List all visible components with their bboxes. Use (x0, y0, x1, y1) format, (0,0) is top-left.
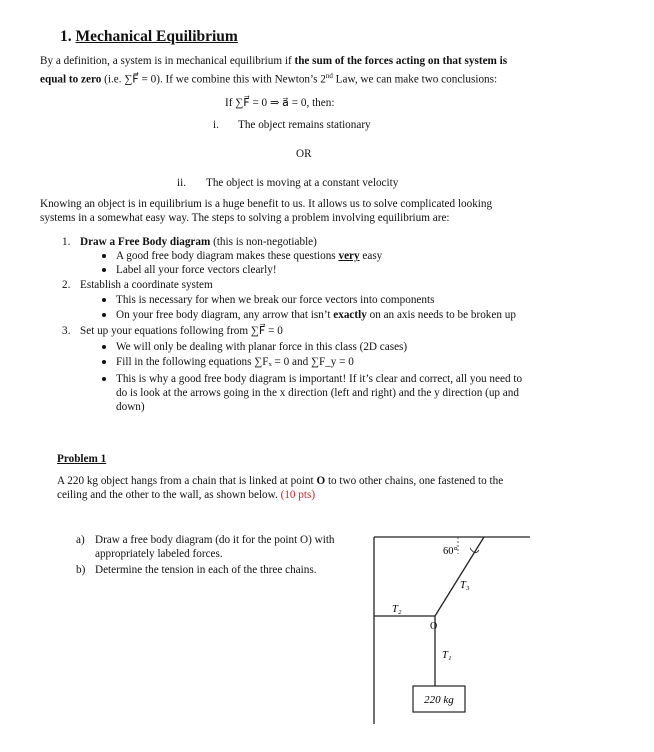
knowing-line-2: systems in a somewhat easy way. The steps to solving a problem involving equilibrium are: (40, 212, 450, 224)
problem-text-2: to two other chains, one fastened to the (325, 475, 504, 487)
angle-label: 60° (443, 546, 458, 557)
chain-diagram (360, 528, 630, 730)
conclusion-ii-number: ii. (177, 177, 187, 189)
part-b-text: Determine the tension in each of the three chains. (95, 564, 317, 576)
intro-line-1 (40, 54, 507, 68)
conclusion-i-number: i. (213, 119, 219, 131)
intro-sup: nd (325, 72, 333, 80)
step-3-bullet-1: We will only be dealing with planar force in this class (2D cases) (116, 341, 408, 353)
point-o-label: O (430, 621, 438, 632)
problem-line-2 (57, 488, 315, 502)
intro-text-3: Law, we can make two conclusions: (332, 73, 498, 86)
step-2-bullet-1: This is necessary for when we break our force vectors into components (116, 294, 435, 306)
step-3-number: 3. (62, 325, 71, 337)
step-2-title: Establish a coordinate system (80, 279, 213, 291)
step-3-bullet-3: This is why a good free body diagram is important! If it’s clear and correct, all you need to do is look at the arrows going in the x direction (left and right) and the y direction (up and down) (116, 373, 523, 413)
bullet-dot (102, 298, 106, 302)
section-number: 1. (60, 28, 72, 45)
mass-label: 220 kg (424, 694, 454, 706)
bullet-dot (102, 360, 106, 364)
step-2-bullet-2 (116, 308, 516, 322)
intro-text: By a definition, a system is in mechanical equilibrium if (40, 55, 295, 67)
problem-text-3: ceiling and the other to the wall, as shown below. (57, 489, 281, 501)
bullet-dot (102, 377, 106, 381)
t2-label: T₂ (392, 604, 402, 615)
bullet-dot (102, 313, 106, 317)
problem-text: A 220 kg object hangs from a chain that is linked at point (57, 475, 317, 487)
equilibrium-condition: If ∑F⃗ = 0 ⇒ a⃗ = 0, then: (225, 97, 335, 109)
bullet-dot (102, 268, 106, 272)
step-2-number: 2. (62, 279, 71, 291)
part-a-text: Draw a free body diagram (do it for the point O) with appropriately labeled forces. (95, 534, 335, 560)
intro-text-2: (i.e. ∑F⃗ = 0). If we combine this with Newton’s 2 (101, 73, 326, 86)
intro-line-2 (40, 69, 497, 87)
bullet-dot (102, 345, 106, 349)
step-1-number: 1. (62, 236, 71, 248)
step-1-title-bold: Draw a Free Body diagram (80, 236, 211, 248)
step-1-title (80, 235, 317, 249)
problem-line-1 (57, 474, 503, 488)
t3-label: T₃ (460, 580, 470, 591)
bullet-emphasis: very (338, 250, 360, 262)
knowing-line-1: Knowing an object is in equilibrium is a huge benefit to us. It allows us to solve complicated looking (40, 198, 493, 210)
step-3-title: Set up your equations following from ∑F⃗ = 0 (80, 325, 283, 337)
step-1-bullet-2: Label all your force vectors clearly! (116, 264, 277, 276)
problem-heading: Problem 1 (57, 453, 107, 465)
step-1-title-rest: (this is non-negotiable) (210, 236, 317, 248)
section-title-text: Mechanical Equilibrium (75, 28, 238, 45)
bullet-emphasis: exactly (333, 309, 367, 321)
problem-point: O (316, 475, 326, 487)
intro-bold: the sum of the forces acting on that system is (294, 55, 508, 67)
problem-points: (10 pts) (280, 489, 316, 501)
conclusion-ii-text: The object is moving at a constant velocity (206, 177, 399, 189)
intro-bold-2: equal to zero (40, 73, 102, 86)
step-3-bullet-2: Fill in the following equations ∑Fₓ = 0 and ∑F_y = 0 (116, 356, 354, 368)
part-b-label: b) (76, 564, 86, 576)
part-a-label: a) (76, 534, 85, 546)
or-label: OR (296, 148, 312, 160)
bullet-text-post: on an axis needs to be broken up (366, 309, 516, 321)
bullet-text-post: easy (359, 250, 383, 262)
section-title (60, 28, 238, 46)
bullet-dot (102, 254, 106, 258)
step-1-bullet-1 (116, 249, 382, 263)
bullet-text: A good free body diagram makes these questions (116, 250, 339, 262)
bullet-text: On your free body diagram, any arrow that isn’t (116, 309, 334, 321)
conclusion-i-text: The object remains stationary (238, 119, 371, 131)
t1-label: T₁ (442, 650, 452, 661)
